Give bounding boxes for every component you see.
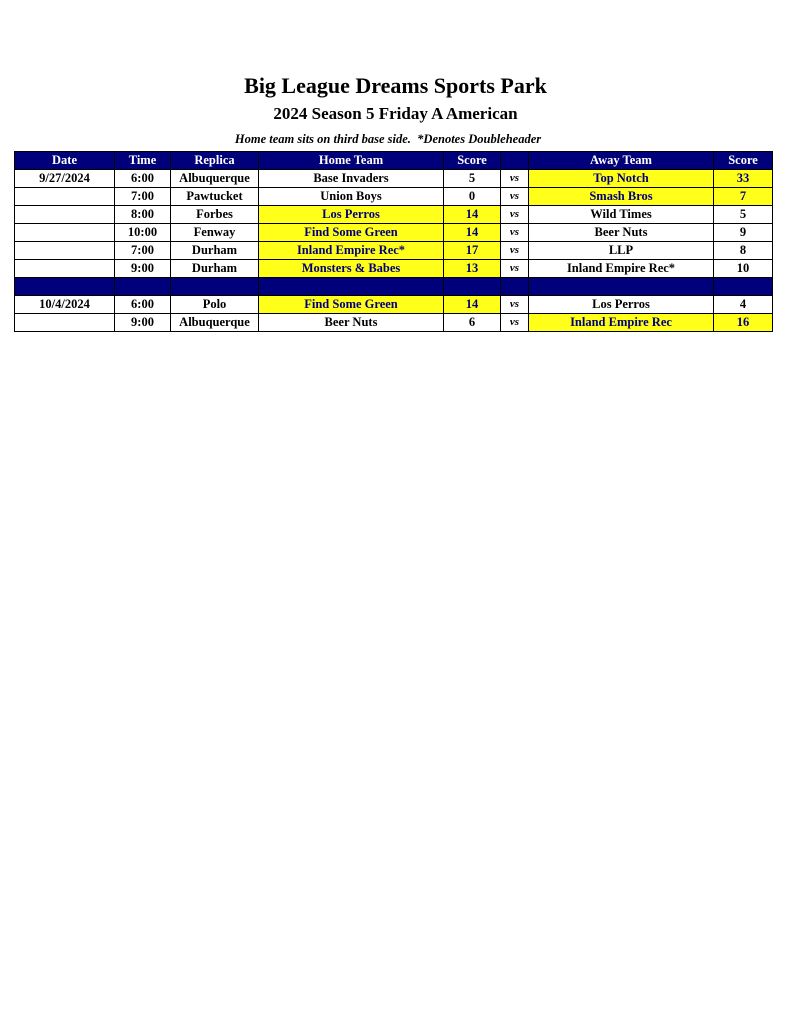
cell-replica: Durham [171, 260, 259, 278]
cell-home-score: 5 [444, 170, 501, 188]
column-header-vs [501, 152, 529, 170]
cell-time: 8:00 [115, 206, 171, 224]
schedule-note: Home team sits on third base side. *Denotes Doubleheader [234, 132, 542, 146]
cell-home-team: Base Invaders [259, 170, 444, 188]
cell-home-score: 14 [444, 206, 501, 224]
cell-time: 7:00 [115, 242, 171, 260]
cell-home-team: Find Some Green [259, 296, 444, 314]
cell-date [15, 206, 115, 224]
cell-away-score: 8 [714, 242, 773, 260]
cell-home-score: 13 [444, 260, 501, 278]
cell-away-score: 7 [714, 188, 773, 206]
cell-home-team: Los Perros [259, 206, 444, 224]
cell-vs: vs [501, 170, 529, 188]
cell-away-team: Los Perros [529, 296, 714, 314]
cell-away-team: LLP [529, 242, 714, 260]
cell-vs: vs [501, 296, 529, 314]
cell-replica: Pawtucket [171, 188, 259, 206]
cell-vs: vs [501, 314, 529, 332]
table-header-row [15, 152, 773, 170]
cell-date: 9/27/2024 [15, 170, 115, 188]
table-row [15, 206, 773, 224]
page-title: Big League Dreams Sports Park [244, 73, 547, 98]
column-header-replica: Replica [171, 152, 259, 170]
column-header-away-team: Away Team [529, 152, 714, 170]
cell-time: 7:00 [115, 188, 171, 206]
cell-home-team: Monsters & Babes [259, 260, 444, 278]
column-header-time: Time [115, 152, 171, 170]
week-separator-row [15, 278, 773, 296]
table-row [15, 296, 773, 314]
cell-home-team: Beer Nuts [259, 314, 444, 332]
table-row [15, 224, 773, 242]
cell-time: 9:00 [115, 260, 171, 278]
column-header-home-score: Score [444, 152, 501, 170]
cell-home-score: 0 [444, 188, 501, 206]
table-row [15, 314, 773, 332]
cell-replica: Albuquerque [171, 170, 259, 188]
table-row [15, 188, 773, 206]
column-header-date: Date [15, 152, 115, 170]
cell-date: 10/4/2024 [15, 296, 115, 314]
cell-time: 9:00 [115, 314, 171, 332]
column-header-away-score: Score [714, 152, 773, 170]
cell-away-score: 33 [714, 170, 773, 188]
cell-home-team: Union Boys [259, 188, 444, 206]
table-row [15, 242, 773, 260]
cell-replica: Durham [171, 242, 259, 260]
cell-vs: vs [501, 260, 529, 278]
cell-away-score: 9 [714, 224, 773, 242]
cell-away-score: 4 [714, 296, 773, 314]
cell-vs: vs [501, 188, 529, 206]
schedule-table [14, 151, 773, 332]
cell-home-team: Find Some Green [259, 224, 444, 242]
column-header-home-team: Home Team [259, 152, 444, 170]
cell-home-score: 14 [444, 296, 501, 314]
cell-away-team: Inland Empire Rec* [529, 260, 714, 278]
cell-date [15, 260, 115, 278]
cell-replica: Forbes [171, 206, 259, 224]
cell-home-score: 14 [444, 224, 501, 242]
table-row [15, 260, 773, 278]
cell-date [15, 224, 115, 242]
cell-vs: vs [501, 206, 529, 224]
cell-away-score: 10 [714, 260, 773, 278]
cell-away-team: Wild Times [529, 206, 714, 224]
cell-date [15, 242, 115, 260]
cell-home-score: 17 [444, 242, 501, 260]
cell-date [15, 314, 115, 332]
cell-time: 10:00 [115, 224, 171, 242]
cell-replica: Albuquerque [171, 314, 259, 332]
cell-away-team: Inland Empire Rec [529, 314, 714, 332]
cell-away-score: 16 [714, 314, 773, 332]
cell-time: 6:00 [115, 170, 171, 188]
cell-replica: Fenway [171, 224, 259, 242]
cell-away-score: 5 [714, 206, 773, 224]
cell-away-team: Smash Bros [529, 188, 714, 206]
cell-away-team: Top Notch [529, 170, 714, 188]
page-subtitle: 2024 Season 5 Friday A American [273, 104, 518, 123]
cell-date [15, 188, 115, 206]
cell-vs: vs [501, 242, 529, 260]
cell-time: 6:00 [115, 296, 171, 314]
cell-replica: Polo [171, 296, 259, 314]
table-row [15, 170, 773, 188]
cell-home-score: 6 [444, 314, 501, 332]
cell-away-team: Beer Nuts [529, 224, 714, 242]
cell-vs: vs [501, 224, 529, 242]
cell-home-team: Inland Empire Rec* [259, 242, 444, 260]
